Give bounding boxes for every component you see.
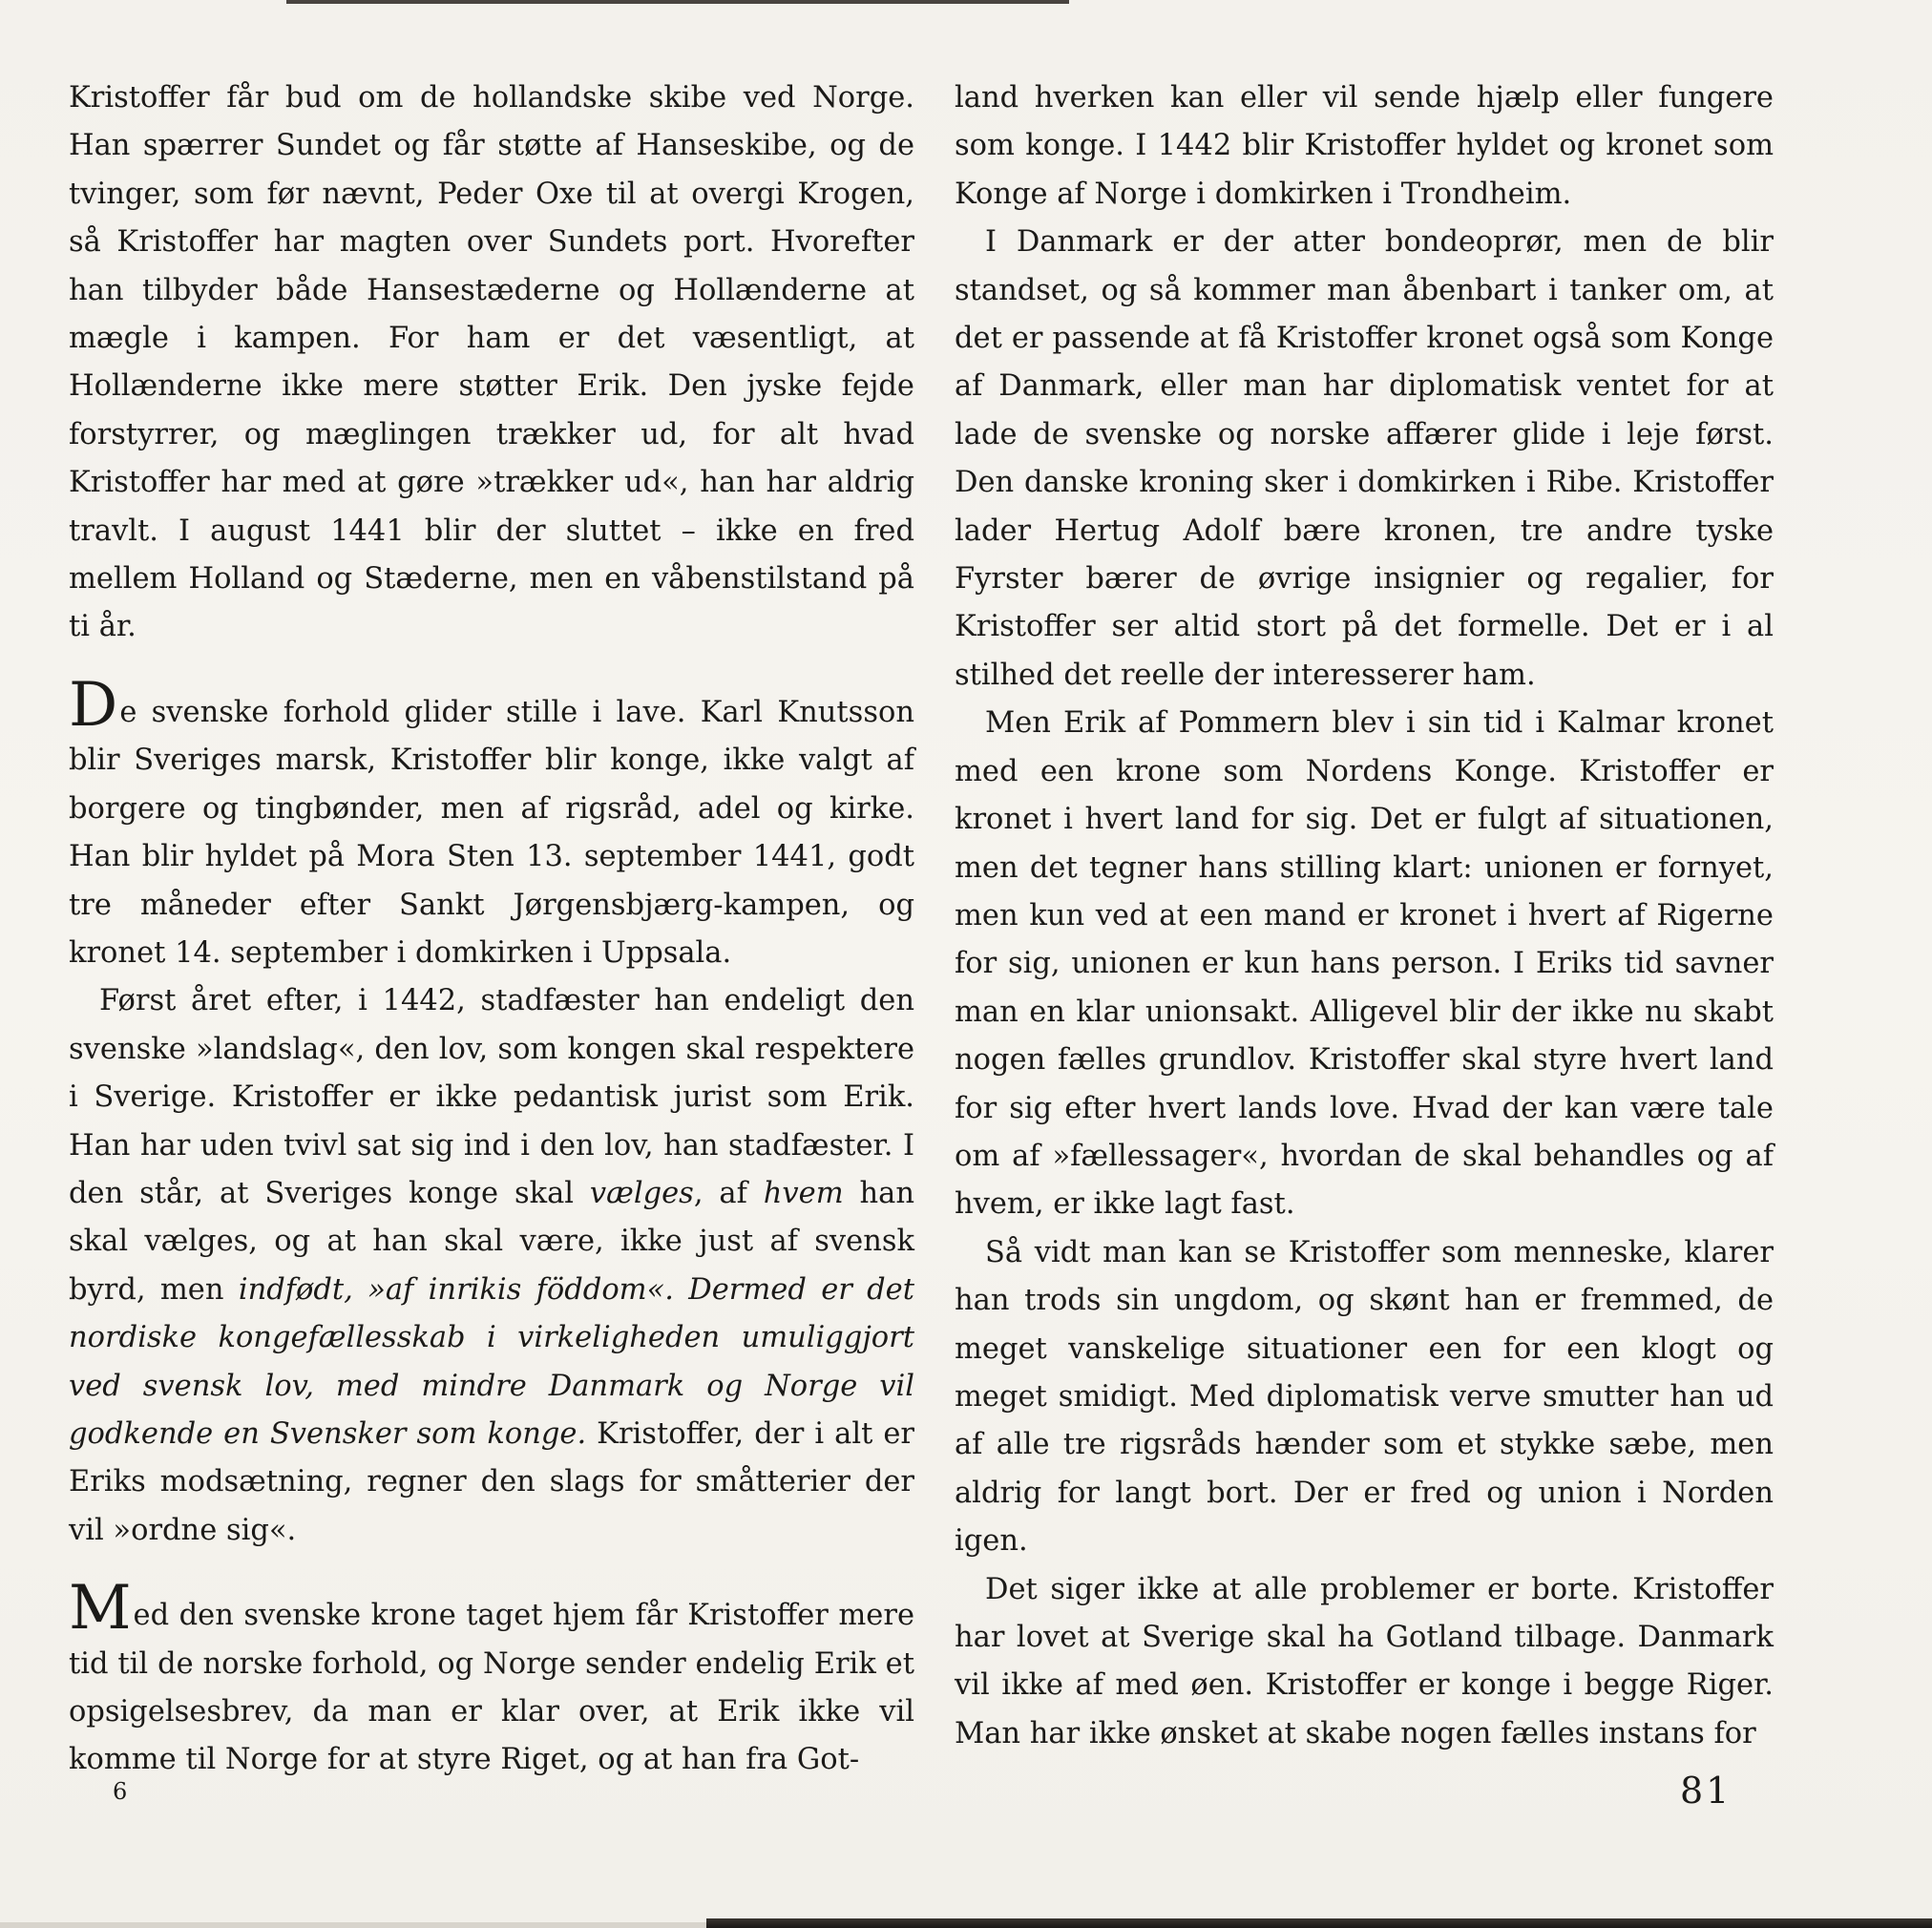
page-bottom-edge — [706, 1918, 1932, 1928]
paragraph-left-1: Kristoffer får bud om de hollandske skibe ved Norge. Han spærrer Sundet og får støtte af Hanseskibe, og de tvinger, som før nævnt, Peder Oxe til at overgi Krogen, så Kristoffer har magten over Sundets port. Hvorefter han tilbyder både Hansestæderne og Hollænderne at mægle i kampen. For ham er det væsentligt, at Hollænderne ikke mere støtter Erik. Den jyske fejde forstyrrer, og mæglingen trækker ud, for alt hvad Kristoffer har med at gøre »trækker ud«, han har aldrig travlt. I august 1441 blir der sluttet – ikke en fred mellem Holland og Stæderne, men en våbenstilstand på ti år. — [69, 81, 914, 644]
italic-hvem: hvem — [763, 1176, 844, 1210]
paragraph-left-3-part-d: Kristoffer, der i alt er Eriks modsætning, regner den slags for småtterier der vil »ordne sig«. — [69, 1416, 914, 1547]
paragraph-right-3: Men Erik af Pommern blev i sin tid i Kalmar kronet med een krone som Nordens Konge. Kristoffer er kronet i hvert land for sig. Det er fulgt af situationen, men det tegner hans stilling klart: unionen er fornyet, men kun ved at een mand er kronet i hvert af Rigerne for sig, unionen er kun hans person. I Eriks tid savner man en klar unionsakt. Alligevel blir der ikke nu skabt nogen fælles grundlov. Kristoffer skal styre hvert land for sig efter hvert lands love. Hvad der kan være tale om af »fællessager«, hvordan de skal behandles og af hvem, er ikke lagt fast. — [955, 706, 1774, 1222]
paragraph-right-1: land hverken kan eller vil sende hjælp eller fungere som konge. I 1442 blir Kristoffer hyldet og kronet som Konge af Norge i domkirken i Trondheim. — [955, 81, 1774, 211]
italic-passage: indfødt, »af inrikis föddom«. Dermed er det nordiske kongefællesskab i virkeligheden umuliggjort ved svensk lov, med mindre Danmark og Norge vil godkende en Svensker som konge. — [69, 1272, 914, 1451]
paragraph-left-2 — [69, 669, 914, 977]
paragraph-right-5: Det siger ikke at alle problemer er borte. Kristoffer har lovet at Sverige skal ha Gotland tilbage. Danmark vil ikke af med øen. Kristoffer er konge i begge Riger. Man har ikke ønsket at skabe nogen fælles instans for — [955, 1572, 1774, 1750]
italic-valges: vælges — [589, 1176, 694, 1210]
page-top-edge — [286, 0, 1069, 4]
paragraph-right-4: Så vidt man kan se Kristoffer som menneske, klarer han trods sin ungdom, og skønt han er fremmed, de meget vanskelige situationer een for een klogt og meget smidigt. Med diplomatisk verve smutter han ud af alle tre rigsråds hænder som et stykke sæbe, men aldrig for langt bort. Der er fred og union i Norden igen. — [955, 1235, 1774, 1559]
page-number: 81 — [1680, 1770, 1732, 1812]
left-column — [69, 74, 914, 1785]
paragraph-left-3 — [69, 977, 914, 1555]
paragraph-left-2-text: e svenske forhold glider stille i lave. Karl Knutsson blir Sveriges marsk, Kristoffer blir konge, ikke valgt af borgere og tingbønder, men af rigsråd, adel og kirke. Han blir hyldet på Mora Sten 13. september 1441, godt tre måneder efter Sankt Jørgensbjærg-kampen, og kronet 14. september i domkirken i Uppsala. — [69, 695, 914, 970]
paragraph-left-3-part-b: , af — [693, 1176, 764, 1210]
signature-mark: 6 — [113, 1778, 128, 1805]
initial-letter-m: M — [69, 1573, 132, 1645]
right-column — [955, 74, 1774, 1758]
paragraph-right-2: I Danmark er der atter bondeoprør, men de blir standset, og så kommer man åbenbart i tanker om, at det er passende at få Kristoffer kronet også som Konge af Danmark, eller man har diplomatisk ventet for at lade de svenske og norske affærer glide i leje først. Den danske kroning sker i domkirken i Ribe. Kristoffer lader Hertug Adolf bære kronen, tre andre tyske Fyrster bærer de øvrige insignier og regalier, for Kristoffer ser altid stort på det formelle. Det er i al stilhed det reelle der interesserer ham. — [955, 225, 1774, 692]
initial-letter-d: D — [69, 669, 118, 741]
paragraph-left-3-part-c: han skal vælges, og at han skal være, ikke just af svensk byrd, men — [69, 1176, 915, 1307]
paragraph-left-4-text: ed den svenske krone taget hjem får Kristoffer mere tid til de norske forhold, og Norge sender endelig Erik et opsigelsesbrev, da man er klar over, at Erik ikke vil komme til Norge for at styre Riget, og at han fra Got- — [69, 1599, 914, 1777]
paragraph-left-4 — [69, 1573, 914, 1785]
paragraph-left-3-part-a: Først året efter, i 1442, stadfæster han endeligt den svenske »landslag«, den lov, som kongen skal respektere i Sverige. Kristoffer er ikke pedantisk jurist som Erik. Han har uden tvivl sat sig ind i den lov, han stadfæster. I den står, at Sveriges konge skal — [69, 984, 914, 1210]
page-bottom-edge-light — [0, 1922, 706, 1928]
